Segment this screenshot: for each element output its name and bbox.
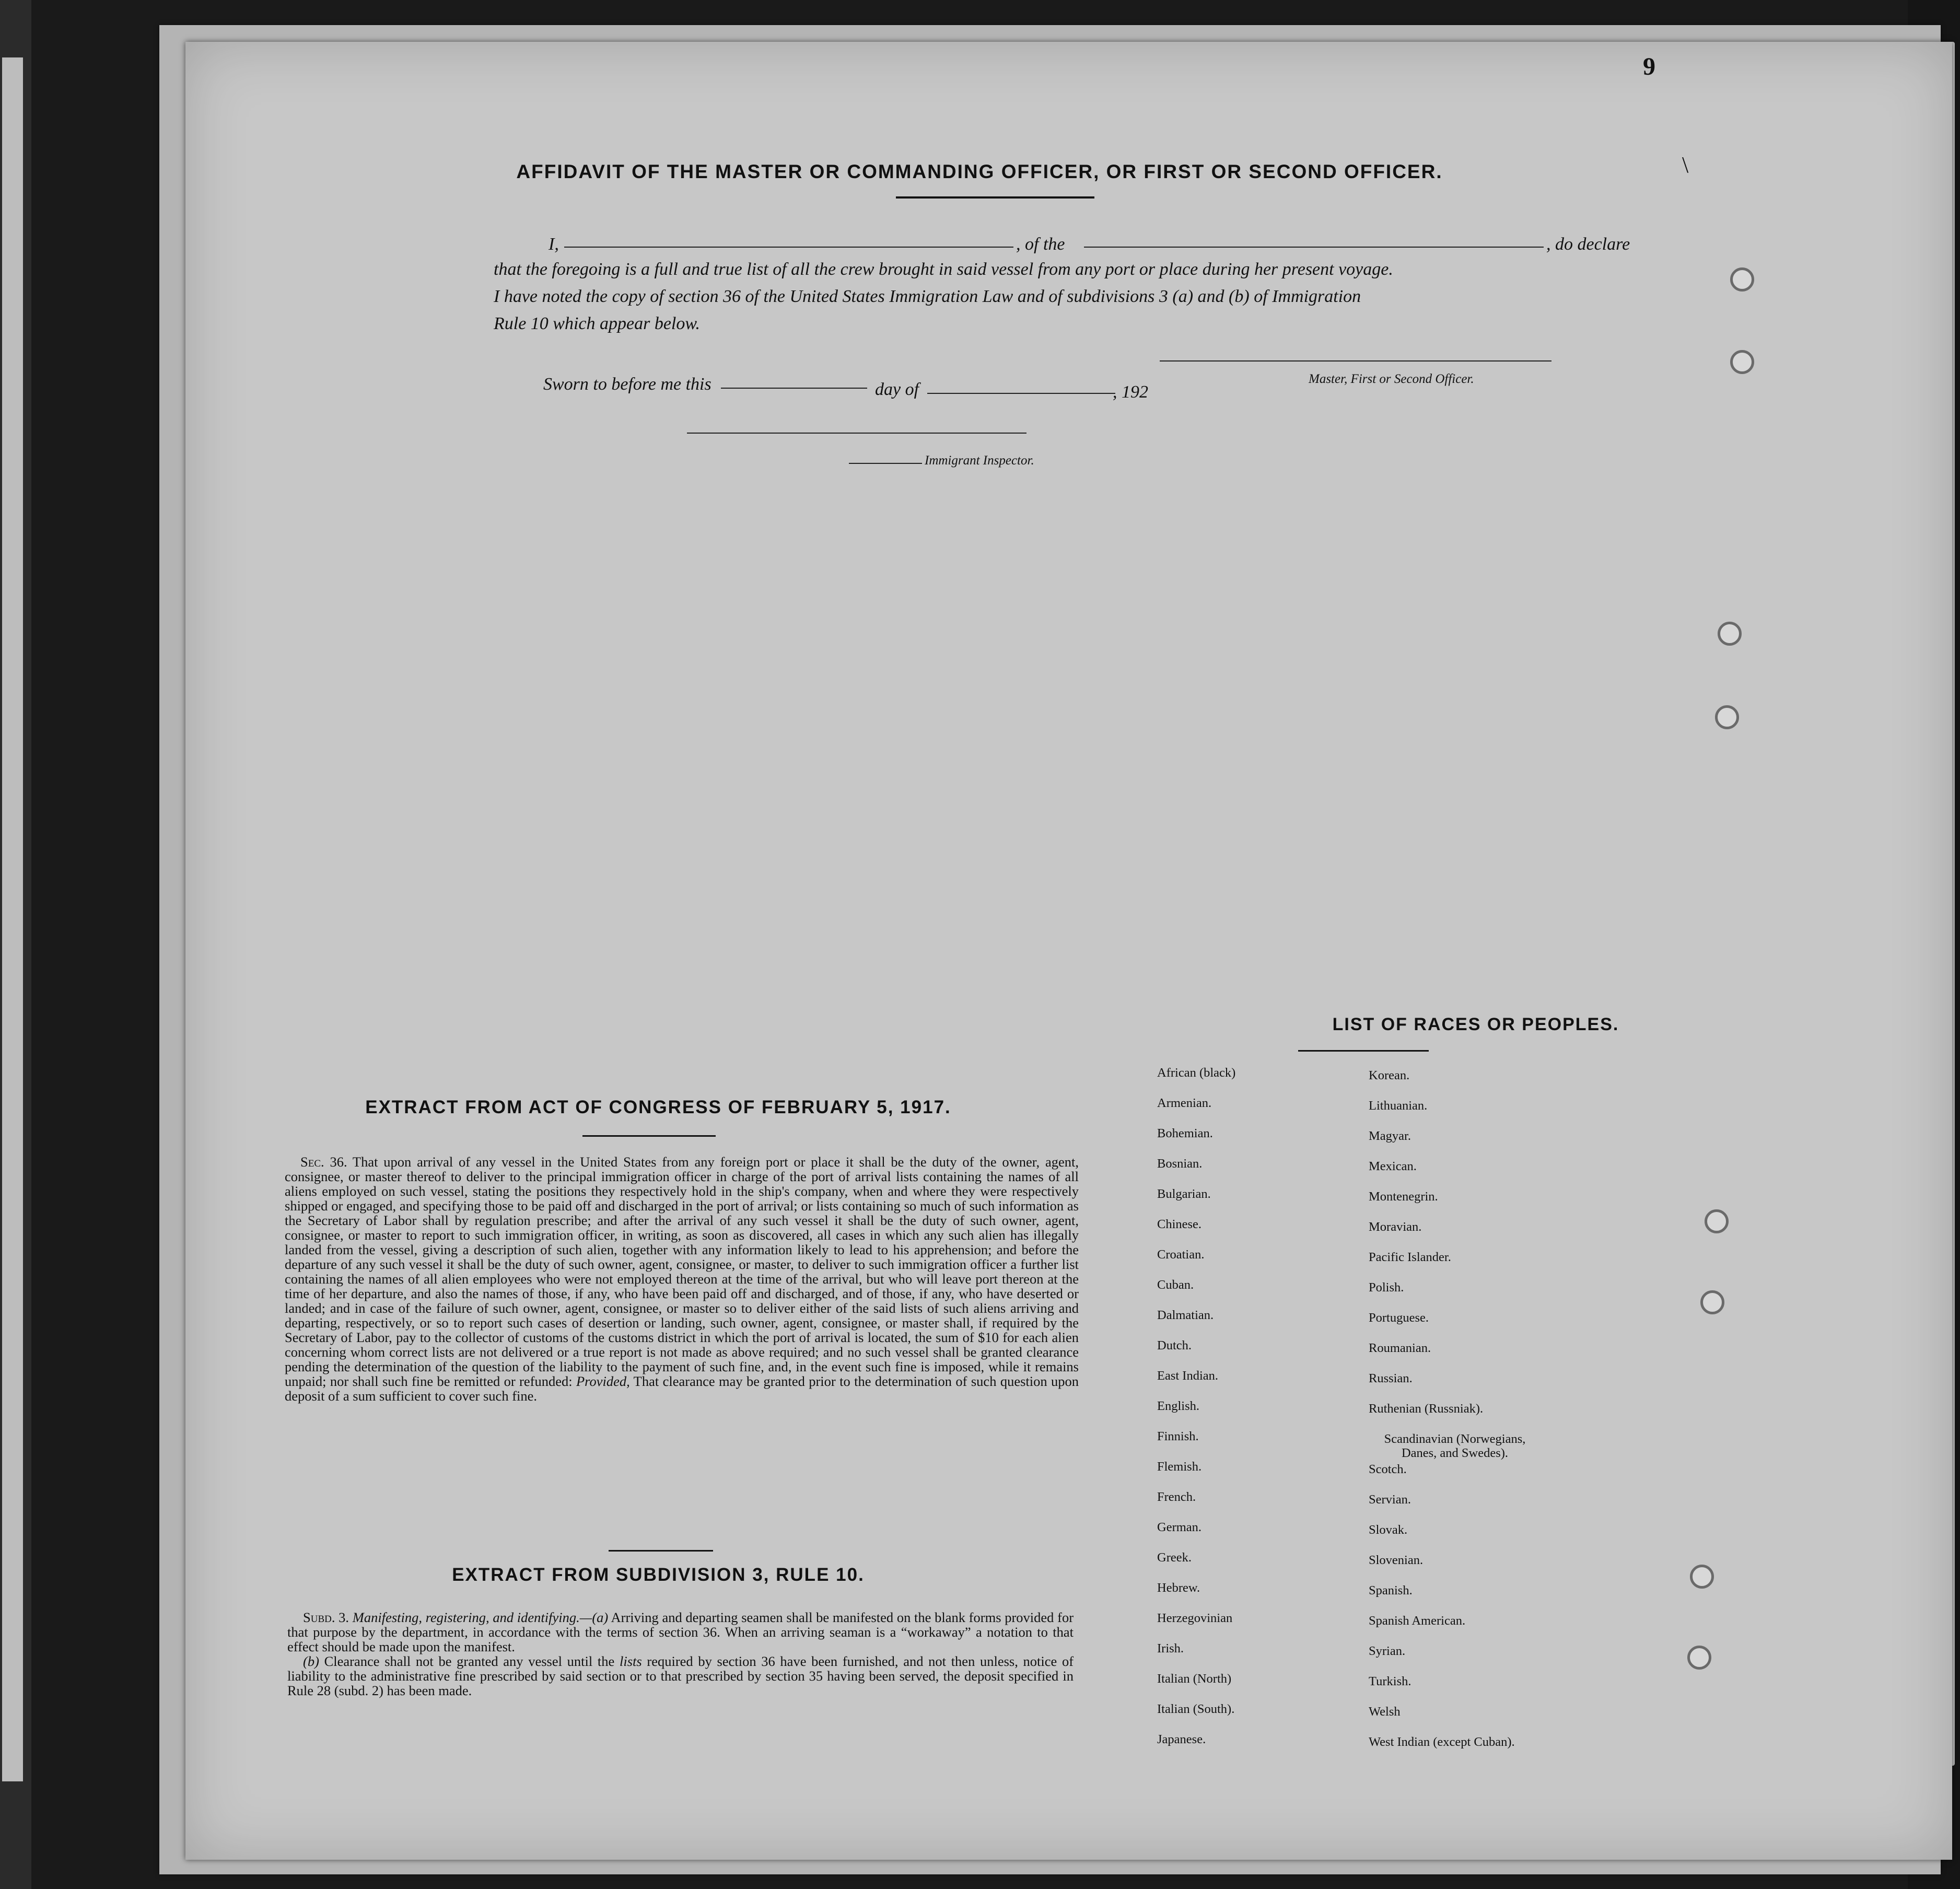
binder-hole — [1687, 1646, 1711, 1670]
paragraph-b-label: (b) — [303, 1653, 319, 1669]
race-item: East Indian. — [1157, 1369, 1219, 1383]
sworn-year: , 192 — [1113, 382, 1148, 402]
paragraph-b-lists: lists — [619, 1653, 642, 1669]
declarant-prefix: I, — [549, 235, 559, 254]
inspector-signature-line — [687, 433, 1026, 434]
race-item: Lithuanian. — [1369, 1099, 1428, 1113]
race-item: Bohemian. — [1157, 1126, 1213, 1140]
paragraph-b-part-1: Clearance shall not be granted any vessel until the — [324, 1653, 615, 1669]
declarant-name-blank — [564, 247, 1013, 248]
section-label: Sec. 36. — [300, 1154, 347, 1170]
race-item: Montenegrin. — [1369, 1190, 1438, 1204]
section-36-text — [285, 1155, 1079, 1403]
race-item: Irish. — [1157, 1641, 1184, 1655]
race-item: Spanish. — [1369, 1583, 1413, 1598]
race-item: Japanese. — [1157, 1732, 1206, 1746]
subdivision-label: Subd. 3. — [303, 1610, 349, 1625]
race-item: Scotch. — [1369, 1462, 1407, 1476]
paragraph-b-part-2: required by section 36 have been furnished, and not then unless, notice of liability to the administrative fine prescribed by said section or to that prescribed by section 35 having been served, the deposit specified in Rule 28 (subd. 2) has been made. — [287, 1653, 1074, 1698]
races-left-column — [1157, 1066, 1235, 1763]
races-title: LIST OF RACES OR PEOPLES. — [1332, 1015, 1619, 1034]
race-item: Chinese. — [1157, 1217, 1202, 1231]
races-title-underline — [1298, 1050, 1429, 1052]
film-frame-left — [0, 0, 31, 1889]
race-item: Ruthenian (Russniak). — [1369, 1402, 1484, 1416]
race-item: Finnish. — [1157, 1429, 1199, 1443]
affidavit-line-1 — [549, 231, 559, 258]
binder-hole — [1730, 267, 1754, 291]
sworn-prefix: Sworn to before me this — [543, 375, 711, 394]
binder-hole — [1690, 1565, 1714, 1589]
subdivision-3-text — [287, 1610, 1074, 1698]
vessel-name-blank — [1084, 247, 1544, 248]
inspector-short-line — [849, 463, 922, 464]
act-title-underline — [582, 1135, 716, 1137]
race-item: Portuguese. — [1369, 1311, 1429, 1325]
race-item: Magyar. — [1369, 1129, 1411, 1143]
rule-extract-title: EXTRACT FROM SUBDIVISION 3, RULE 10. — [452, 1565, 865, 1585]
section-36-body: That upon arrival of any vessel in the United States from any foreign port or place it shall be the duty of the owner, agent, consignee, or master thereof to deliver to the principal immigration officer in charge of the port of arrival lists containing the names of all aliens employed on such vessel, stating the positions they respectively hold in the ship's company, when and where they were respectively shipped or engaged, and specifying those to be paid off and discharged in the port of arrival; or lists containing so much of such information as the Secretary of Labor shall by regulation prescribe; and after the arrival of any such vessel it shall be the duty of such owner, agent, consignee, or master to report to such immigration officer, in writing, as soon as discovered, all cases in which any such alien has illegally landed from the vessel, giving a description of such alien, together with any information likely to lead to his apprehension; and before the departure of any such vessel it shall be the duty of such owner, agent, consignee, or master, to deliver to such immigration officer a further list containing the names of all alien employees who were not employed thereon at the time of the arrival, but who will leave port thereon at the time of her departure, and also the names of those, if any, who have been paid off and discharged, and of those, if any, who have deserted or landed; and in case of the failure of such owner, agent, consignee, or master so to deliver either of the said lists of such aliens arriving and departing, respectively, or so to report such cases of desertion or landing, such owner, agent, consignee, or master shall, if required by the Secretary of Labor, pay to the collector of customs of the customs district in which the port of arrival is located, the sum of $10 for each alien concerning whom correct lists are not delivered or a true report is not made as above required; and no such vessel shall be granted clearance pending the determination of the question of the liability to the payment of such fine, and, in the event such fine is imposed, while it remains unpaid; nor shall such fine be remitted or refunded: — [285, 1154, 1079, 1389]
master-signature-line — [1160, 360, 1551, 362]
race-item: Italian (South). — [1157, 1702, 1235, 1716]
tick-mark: \ — [1682, 152, 1689, 178]
race-item: Croatian. — [1157, 1247, 1205, 1262]
race-item: Moravian. — [1369, 1220, 1422, 1234]
race-item: Scandinavian (Norwegians, Danes, and Swedes). — [1384, 1432, 1526, 1460]
race-item: English. — [1157, 1399, 1199, 1413]
affidavit-title: AFFIDAVIT OF THE MASTER OR COMMANDING OFFICER, OR FIRST OR SECOND OFFICER. — [516, 161, 1443, 182]
race-item: Slovenian. — [1369, 1553, 1424, 1567]
race-item: Dutch. — [1157, 1338, 1192, 1352]
race-item: Syrian. — [1369, 1644, 1406, 1658]
race-item: Hebrew. — [1157, 1581, 1200, 1595]
race-item: Armenian. — [1157, 1096, 1212, 1110]
race-item: Greek. — [1157, 1550, 1192, 1565]
proviso-label: Provided, — [576, 1373, 630, 1389]
declare-suffix: , do declare — [1546, 235, 1630, 254]
vessel-prefix: , of the — [1016, 235, 1065, 254]
race-item: Polish. — [1369, 1280, 1404, 1295]
races-right-column — [1369, 1068, 1541, 1765]
race-item: Flemish. — [1157, 1460, 1202, 1474]
race-item: Russian. — [1369, 1371, 1413, 1385]
sworn-month-blank — [927, 393, 1115, 394]
binder-hole — [1705, 1209, 1729, 1233]
race-item: Roumanian. — [1369, 1341, 1431, 1355]
race-item: Welsh — [1369, 1705, 1401, 1719]
binder-hole — [1700, 1290, 1724, 1314]
proviso-text: That clearance may be granted prior to the determination of such question upon deposit of a sum sufficient to cover such fine. — [285, 1373, 1079, 1404]
race-item: French. — [1157, 1490, 1196, 1504]
manifest-page — [185, 42, 1952, 1860]
race-item: Herzegovinian — [1157, 1611, 1233, 1625]
master-signature-label: Master, First or Second Officer. — [1309, 372, 1474, 386]
race-item: West Indian (except Cuban). — [1369, 1735, 1515, 1749]
inspector-label: Immigrant Inspector. — [925, 453, 1034, 468]
title-underline — [896, 196, 1094, 199]
paragraph-a: Arriving and departing seamen shall be manifested on the blank forms provided for that purpose by the department, in accordance with the terms of section 36. When an arriving seaman is a “workaway” a notation to that effect should be made upon the manifest. — [287, 1610, 1074, 1654]
sworn-day-of: day of — [875, 380, 919, 399]
affidavit-line-4: Rule 10 which appear below. — [494, 314, 701, 333]
subdivision-heading: Manifesting, registering, and identifying.—(a) — [352, 1610, 609, 1625]
adjacent-page-edge — [2, 57, 23, 1781]
race-item: Turkish. — [1369, 1674, 1411, 1688]
race-item: Italian (North) — [1157, 1672, 1232, 1686]
race-item: Servian. — [1369, 1492, 1411, 1507]
act-extract-title: EXTRACT FROM ACT OF CONGRESS OF FEBRUARY 5, 1917. — [365, 1097, 951, 1117]
divider-rule — [609, 1550, 713, 1552]
binder-hole — [1730, 350, 1754, 374]
race-item: African (black) — [1157, 1066, 1236, 1080]
affidavit-line-2: that the foregoing is a full and true list of all the crew brought in said vessel from any port or place during her present voyage. — [494, 260, 1393, 279]
race-item: Spanish American. — [1369, 1614, 1466, 1628]
sheet-number: 9 — [1643, 53, 1655, 80]
race-item: Mexican. — [1369, 1159, 1417, 1173]
race-item: Pacific Islander. — [1369, 1250, 1451, 1264]
binder-hole — [1715, 705, 1739, 729]
sworn-day-blank — [721, 388, 867, 389]
race-item: Slovak. — [1369, 1523, 1408, 1537]
binder-hole — [1718, 622, 1742, 646]
race-item: Bosnian. — [1157, 1157, 1203, 1171]
race-item: Cuban. — [1157, 1278, 1194, 1292]
affidavit-line-3: I have noted the copy of section 36 of the United States Immigration Law and of subdivisions 3 (a) and (b) of Immigration — [494, 287, 1361, 306]
race-item: Korean. — [1369, 1068, 1410, 1082]
race-item: German. — [1157, 1520, 1202, 1534]
race-item: Dalmatian. — [1157, 1308, 1214, 1322]
race-item: Bulgarian. — [1157, 1187, 1211, 1201]
